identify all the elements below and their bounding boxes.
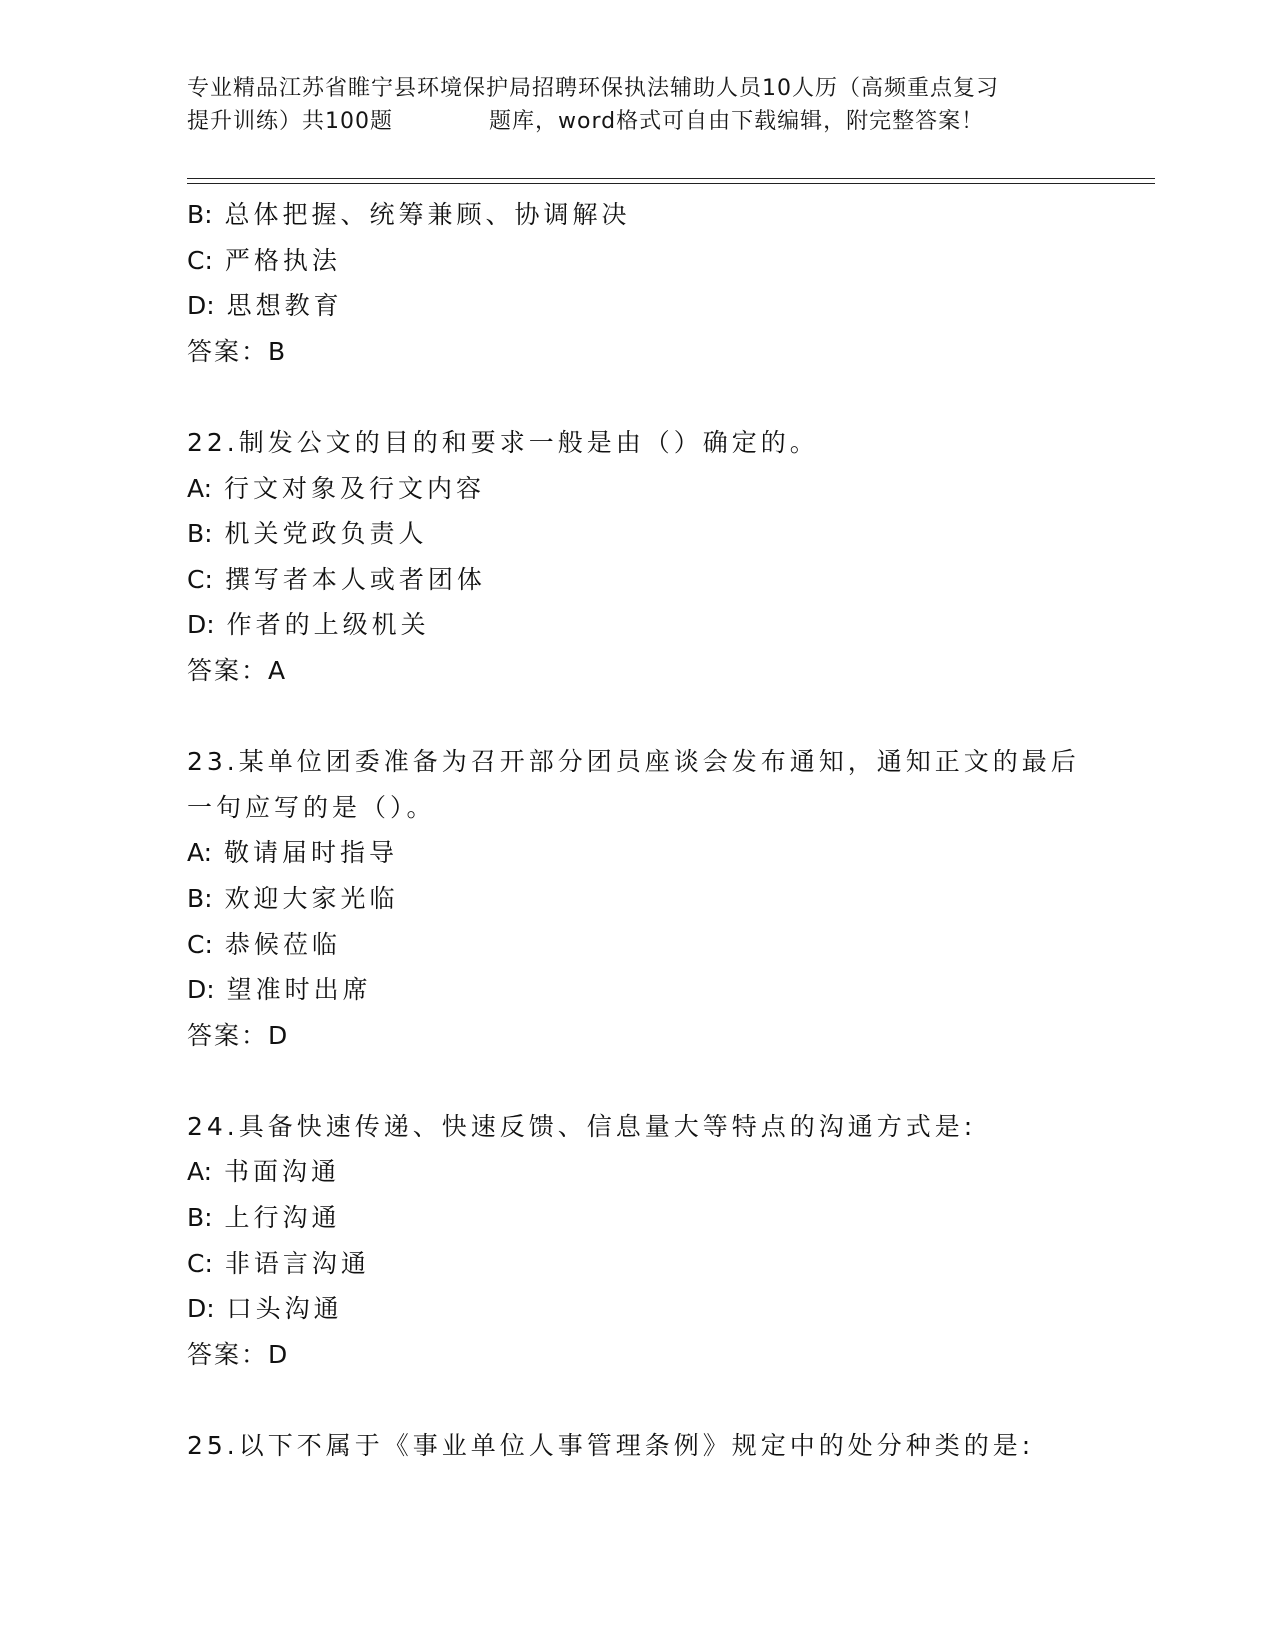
header-title-line-2 xyxy=(187,105,1087,138)
option-key: D: xyxy=(187,1294,215,1324)
option-key: C: xyxy=(187,564,213,594)
header-title-part-1: 提升训练）共100题 xyxy=(187,109,393,134)
option-text: 口头沟通 xyxy=(226,1294,343,1324)
answer-line: 答案：B xyxy=(187,336,288,366)
option-key: C: xyxy=(187,1248,213,1278)
option-text: 上行沟通 xyxy=(224,1203,341,1233)
question-stem: 24.具备快速传递、快速反馈、信息量大等特点的沟通方式是: xyxy=(187,1111,977,1141)
option-text: 欢迎大家光临 xyxy=(224,883,399,913)
option-text: 非语言沟通 xyxy=(224,1248,370,1278)
answer-line: 答案：D xyxy=(187,1339,290,1369)
option-key: A: xyxy=(187,473,213,503)
option-key: A: xyxy=(187,838,213,868)
option-key: A: xyxy=(187,1157,213,1187)
option-text: 总体把握、统筹兼顾、协调解决 xyxy=(224,200,631,229)
header-title-line-1: 专业精品江苏省睢宁县环境保护局招聘环保执法辅助人员10人历（高频重点复习 xyxy=(187,76,999,101)
option-line xyxy=(187,876,1107,922)
question-stem: 22.制发公文的目的和要求一般是由（）确定的。 xyxy=(187,427,819,457)
option-text: 撰写者本人或者团体 xyxy=(224,564,486,594)
option-text: 书面沟通 xyxy=(224,1157,341,1187)
option-line xyxy=(187,557,1107,603)
option-line xyxy=(187,602,1107,648)
header-title-part-2: 题库，word格式可自由下载编辑，附完整答案！ xyxy=(489,109,985,134)
option-line xyxy=(187,830,1107,876)
option-line xyxy=(187,967,1107,1013)
option-line xyxy=(187,922,1107,968)
option-key: B: xyxy=(187,200,213,229)
option-key: D: xyxy=(187,291,215,321)
question-content xyxy=(187,192,1107,1469)
option-key: C: xyxy=(187,929,213,959)
option-key: B: xyxy=(187,1203,213,1233)
question-stem-continued: 一句应写的是（）。 xyxy=(187,792,436,822)
option-text: 行文对象及行文内容 xyxy=(224,473,486,503)
option-line xyxy=(187,1286,1107,1332)
option-line xyxy=(187,283,1107,329)
option-text: 机关党政负责人 xyxy=(224,519,428,549)
option-line xyxy=(187,1149,1107,1195)
option-line xyxy=(187,1241,1107,1287)
option-text: 作者的上级机关 xyxy=(226,610,430,640)
header-divider-top xyxy=(187,178,1155,179)
answer-line: 答案：A xyxy=(187,655,288,685)
option-line xyxy=(187,466,1107,512)
option-text: 恭候莅临 xyxy=(224,929,341,959)
option-key: D: xyxy=(187,975,215,1005)
option-key: B: xyxy=(187,883,213,913)
option-line xyxy=(187,511,1107,557)
option-text: 望准时出席 xyxy=(226,975,372,1005)
option-text: 敬请届时指导 xyxy=(224,838,399,868)
question-stem: 25.以下不属于《事业单位人事管理条例》规定中的处分种类的是: xyxy=(187,1431,1035,1461)
option-key: D: xyxy=(187,610,215,640)
option-text: 思想教育 xyxy=(226,291,343,321)
option-line xyxy=(187,238,1107,284)
option-key: B: xyxy=(187,519,213,549)
question-stem: 23.某单位团委准备为召开部分团员座谈会发布通知，通知正文的最后 xyxy=(187,747,1080,777)
option-line xyxy=(187,1195,1107,1241)
answer-line: 答案：D xyxy=(187,1020,290,1050)
header-divider-bottom xyxy=(187,183,1155,184)
option-key: C: xyxy=(187,245,213,275)
option-text: 严格执法 xyxy=(224,245,341,275)
document-header xyxy=(187,72,1087,138)
option-line xyxy=(187,192,1107,238)
